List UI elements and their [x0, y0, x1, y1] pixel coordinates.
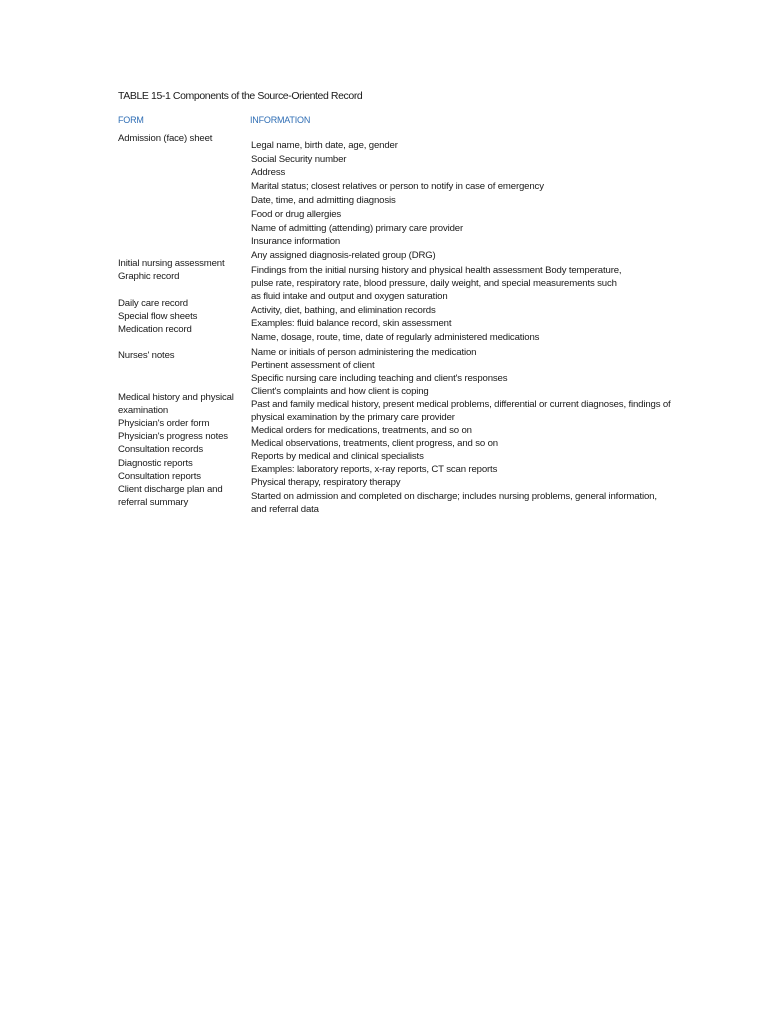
info-line: Specific nursing care including teaching and client's responses	[251, 373, 508, 384]
info-line: Legal name, birth date, age, gender	[251, 140, 398, 151]
info-line: Pertinent assessment of client	[251, 360, 375, 371]
info-line: Social Security number	[251, 154, 347, 165]
column-header-information: INFORMATION	[250, 115, 311, 125]
form-line: Diagnostic reports	[118, 458, 193, 469]
info-line: Activity, diet, bathing, and elimination records	[251, 305, 436, 316]
info-line: Physical therapy, respiratory therapy	[251, 477, 401, 488]
info-line: and referral data	[251, 504, 319, 515]
form-line: Daily care record	[118, 298, 188, 309]
info-line: physical examination by the primary care provider	[251, 412, 455, 423]
form-line: Nurses' notes	[118, 350, 175, 361]
form-line: Admission (face) sheet	[118, 133, 213, 144]
form-line: referral summary	[118, 497, 189, 508]
info-line: Client's complaints and how client is coping	[251, 386, 429, 397]
form-line: Medication record	[118, 324, 192, 335]
info-line: Marital status; closest relatives or person to notify in case of emergency	[251, 181, 544, 192]
info-line: Address	[251, 167, 286, 178]
info-line: Name, dosage, route, time, date of regularly administered medications	[251, 332, 540, 343]
info-line: Any assigned diagnosis-related group (DRG)	[251, 250, 436, 261]
info-line: Name or initials of person administering the medication	[251, 347, 477, 358]
info-line: Reports by medical and clinical specialists	[251, 451, 424, 462]
info-line: Name of admitting (attending) primary care provider	[251, 223, 464, 234]
info-line: Insurance information	[251, 236, 341, 247]
form-line: Client discharge plan and	[118, 484, 223, 495]
info-line: Started on admission and completed on discharge; includes nursing problems, general information,	[251, 491, 657, 502]
form-line: Physician's progress notes	[118, 431, 228, 442]
info-line: Findings from the initial nursing history and physical health assessment Body temperature,	[251, 265, 622, 276]
table-title: TABLE 15-1 Components of the Source-Oriented Record	[118, 90, 363, 102]
form-line: Medical history and physical	[118, 392, 234, 403]
form-line: Initial nursing assessment	[118, 258, 225, 269]
info-line: as fluid intake and output and oxygen saturation	[251, 291, 448, 302]
info-line: Past and family medical history, present medical problems, differential or current diagnoses, findings of	[251, 399, 671, 410]
form-line: Consultation reports	[118, 471, 201, 482]
info-line: Food or drug allergies	[251, 209, 342, 220]
info-line: Examples: laboratory reports, x-ray reports, CT scan reports	[251, 464, 498, 475]
form-line: Physician's order form	[118, 418, 210, 429]
info-line: Medical orders for medications, treatments, and so on	[251, 425, 472, 436]
column-header-form: FORM	[118, 115, 144, 125]
form-line: examination	[118, 405, 169, 416]
form-line: Graphic record	[118, 271, 180, 282]
info-line: Date, time, and admitting diagnosis	[251, 195, 396, 206]
form-line: Consultation records	[118, 444, 203, 455]
info-line: Medical observations, treatments, client progress, and so on	[251, 438, 498, 449]
form-line: Special flow sheets	[118, 311, 198, 322]
info-line: Examples: fluid balance record, skin assessment	[251, 318, 452, 329]
info-line: pulse rate, respiratory rate, blood pressure, daily weight, and special measurements such	[251, 278, 617, 289]
